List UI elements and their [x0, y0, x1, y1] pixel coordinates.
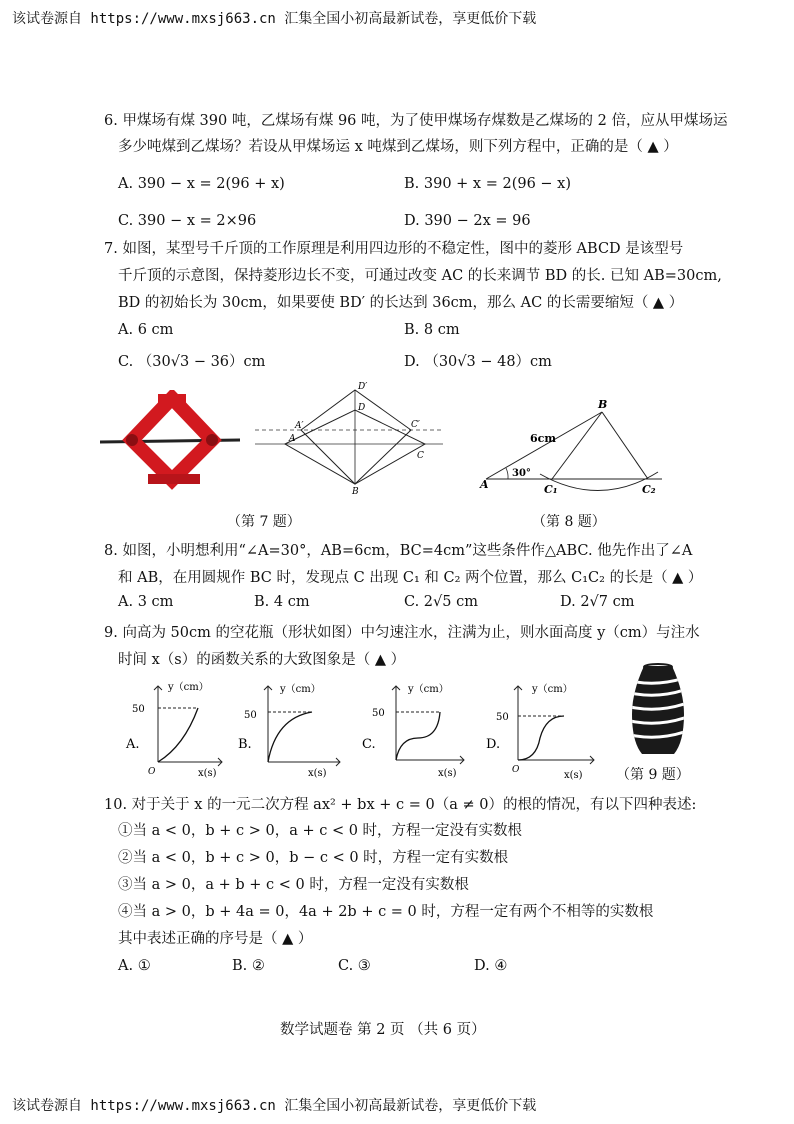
- graph-a-origin: O: [148, 767, 156, 777]
- fig7-caption: （第 7 题）: [227, 514, 301, 530]
- q8-line2: 和 AB，在用圆规作 BC 时，发现点 C 出现 C₁ 和 C₂ 两个位置，那么 C₁C₂ 的长是（ ▲ ）: [118, 570, 703, 586]
- q7-option-a: A. 6 cm: [118, 322, 174, 338]
- q7-option-b: B. 8 cm: [404, 322, 460, 338]
- graph-d-origin: O: [512, 765, 520, 775]
- graph-c-xlabel: x(s): [438, 768, 457, 779]
- graph-d-label: D.: [486, 737, 501, 752]
- rhombus-diagram: [255, 380, 445, 495]
- fig8-label-c1: C₁: [544, 483, 558, 496]
- q10-line1: 10. 对于关于 x 的一元二次方程 ax² + bx + c = 0（a ≠ 0）的根的情况，有以下四种表述:: [104, 797, 697, 813]
- graph-c-ylabel: y（cm）: [408, 684, 449, 695]
- q7-line1: 7. 如图，某型号千斤顶的工作原理是利用四边形的不稳定性，图中的菱形 ABCD 是该型号: [104, 241, 684, 257]
- fig8-label-angle: 30°: [512, 468, 531, 479]
- q7-option-c: C. （30√3 − 36）cm: [118, 354, 266, 370]
- q6-option-c: C. 390 − x = 2×96: [118, 213, 257, 229]
- fig7-label-a-prime: A′: [295, 421, 304, 431]
- graph-d: [484, 676, 600, 782]
- graph-b: [236, 676, 346, 780]
- graph-c: [356, 676, 472, 780]
- q10-option-b: B. ②: [232, 958, 265, 974]
- q8-option-a: A. 3 cm: [118, 594, 174, 610]
- graph-c-label: C.: [362, 737, 376, 752]
- graph-b-label: B.: [238, 737, 252, 752]
- q10-statement-3: ③当 a > 0，a + b + c < 0 时，方程一定没有实数根: [118, 877, 469, 893]
- q8-option-b: B. 4 cm: [254, 594, 310, 610]
- q8-option-c: C. 2√5 cm: [404, 594, 478, 610]
- source-header: 该试卷源自 https://www.mxsj663.cn 汇集全国小初高最新试卷，享更低价下载: [12, 11, 537, 27]
- q6-option-a: A. 390 − x = 2(96 + x): [118, 176, 285, 192]
- graph-b-ylabel: y（cm）: [280, 684, 321, 695]
- fig7-label-d-prime: D′: [358, 382, 368, 392]
- fig7-label-d: D: [358, 403, 366, 413]
- q10-option-c: C. ③: [338, 958, 371, 974]
- car-jack-image: [100, 390, 245, 490]
- q8-option-d: D. 2√7 cm: [560, 594, 635, 610]
- graph-b-xlabel: x(s): [308, 768, 327, 779]
- graph-d-ytick: 50: [496, 712, 509, 723]
- fig8-label-b: B: [598, 398, 608, 411]
- graph-a-label: A.: [126, 737, 140, 752]
- graph-c-ytick: 50: [372, 708, 385, 719]
- fig8-label-a: A: [480, 478, 489, 491]
- fig7-label-c: C: [417, 451, 424, 461]
- page-footer: 数学试题卷 第 2 页 （共 6 页）: [280, 1022, 486, 1038]
- graph-d-xlabel: x(s): [564, 770, 583, 781]
- triangle-construction-diagram: [472, 396, 672, 496]
- fig9-caption: （第 9 题）: [616, 767, 690, 783]
- q8-line1: 8. 如图，小明想利用“∠A=30°，AB=6cm，BC=4cm”这些条件作△ABC. 他先作出了∠A: [104, 543, 693, 559]
- q7-option-d: D. （30√3 − 48）cm: [404, 354, 552, 370]
- q6-option-d: D. 390 − 2x = 96: [404, 213, 531, 229]
- q6-line2: 多少吨煤到乙煤场？若设从甲煤场运 x 吨煤到乙煤场，则下列方程中，正确的是（ ▲ ）: [118, 139, 678, 155]
- q10-option-d: D. ④: [474, 958, 508, 974]
- q9-line1: 9. 向高为 50cm 的空花瓶（形状如图）中匀速注水，注满为止，则水面高度 y（cm）与注水: [104, 625, 700, 641]
- q6-line1: 6. 甲煤场有煤 390 吨，乙煤场有煤 96 吨，为了使甲煤场存煤数是乙煤场的 2 倍，应从甲煤场运: [104, 113, 728, 129]
- source-footer: 该试卷源自 https://www.mxsj663.cn 汇集全国小初高最新试卷，享更低价下载: [12, 1098, 537, 1114]
- q7-line2: 千斤顶的示意图，保持菱形边长不变，可通过改变 AC 的长来调节 BD 的长. 已知 AB=30cm,: [118, 268, 722, 284]
- q6-option-b: B. 390 + x = 2(96 − x): [404, 176, 571, 192]
- fig8-label-side: 6cm: [530, 432, 556, 445]
- vase-image: [626, 662, 690, 758]
- q10-ask: 其中表述正确的序号是（ ▲ ）: [118, 931, 313, 947]
- graph-b-ytick: 50: [244, 710, 257, 721]
- fig8-caption: （第 8 题）: [532, 514, 606, 530]
- fig8-label-c2: C₂: [642, 483, 656, 496]
- q10-statement-2: ②当 a < 0，b + c > 0，b − c < 0 时，方程一定有实数根: [118, 850, 509, 866]
- q7-line3: BD 的初始长为 30cm，如果要使 BD′ 的长达到 36cm，那么 AC 的长需要缩短（ ▲ ）: [118, 295, 684, 311]
- q10-statement-4: ④当 a > 0，b + 4a = 0，4a + 2b + c = 0 时，方程一定有两个不相等的实数根: [118, 904, 654, 920]
- graph-a-ytick: 50: [132, 704, 145, 715]
- q10-option-a: A. ①: [118, 958, 151, 974]
- graph-a-xlabel: x(s): [198, 768, 217, 779]
- fig7-label-b: B: [352, 487, 359, 495]
- graph-a-ylabel: y（cm）: [168, 682, 209, 693]
- q10-statement-1: ①当 a < 0，b + c > 0，a + c < 0 时，方程一定没有实数根: [118, 823, 523, 839]
- q9-line2: 时间 x（s）的函数关系的大致图象是（ ▲ ）: [118, 652, 406, 668]
- graph-a: [118, 676, 228, 780]
- graph-d-ylabel: y（cm）: [532, 684, 573, 695]
- fig7-label-a: A: [289, 434, 296, 444]
- fig7-label-c-prime: C′: [411, 420, 420, 430]
